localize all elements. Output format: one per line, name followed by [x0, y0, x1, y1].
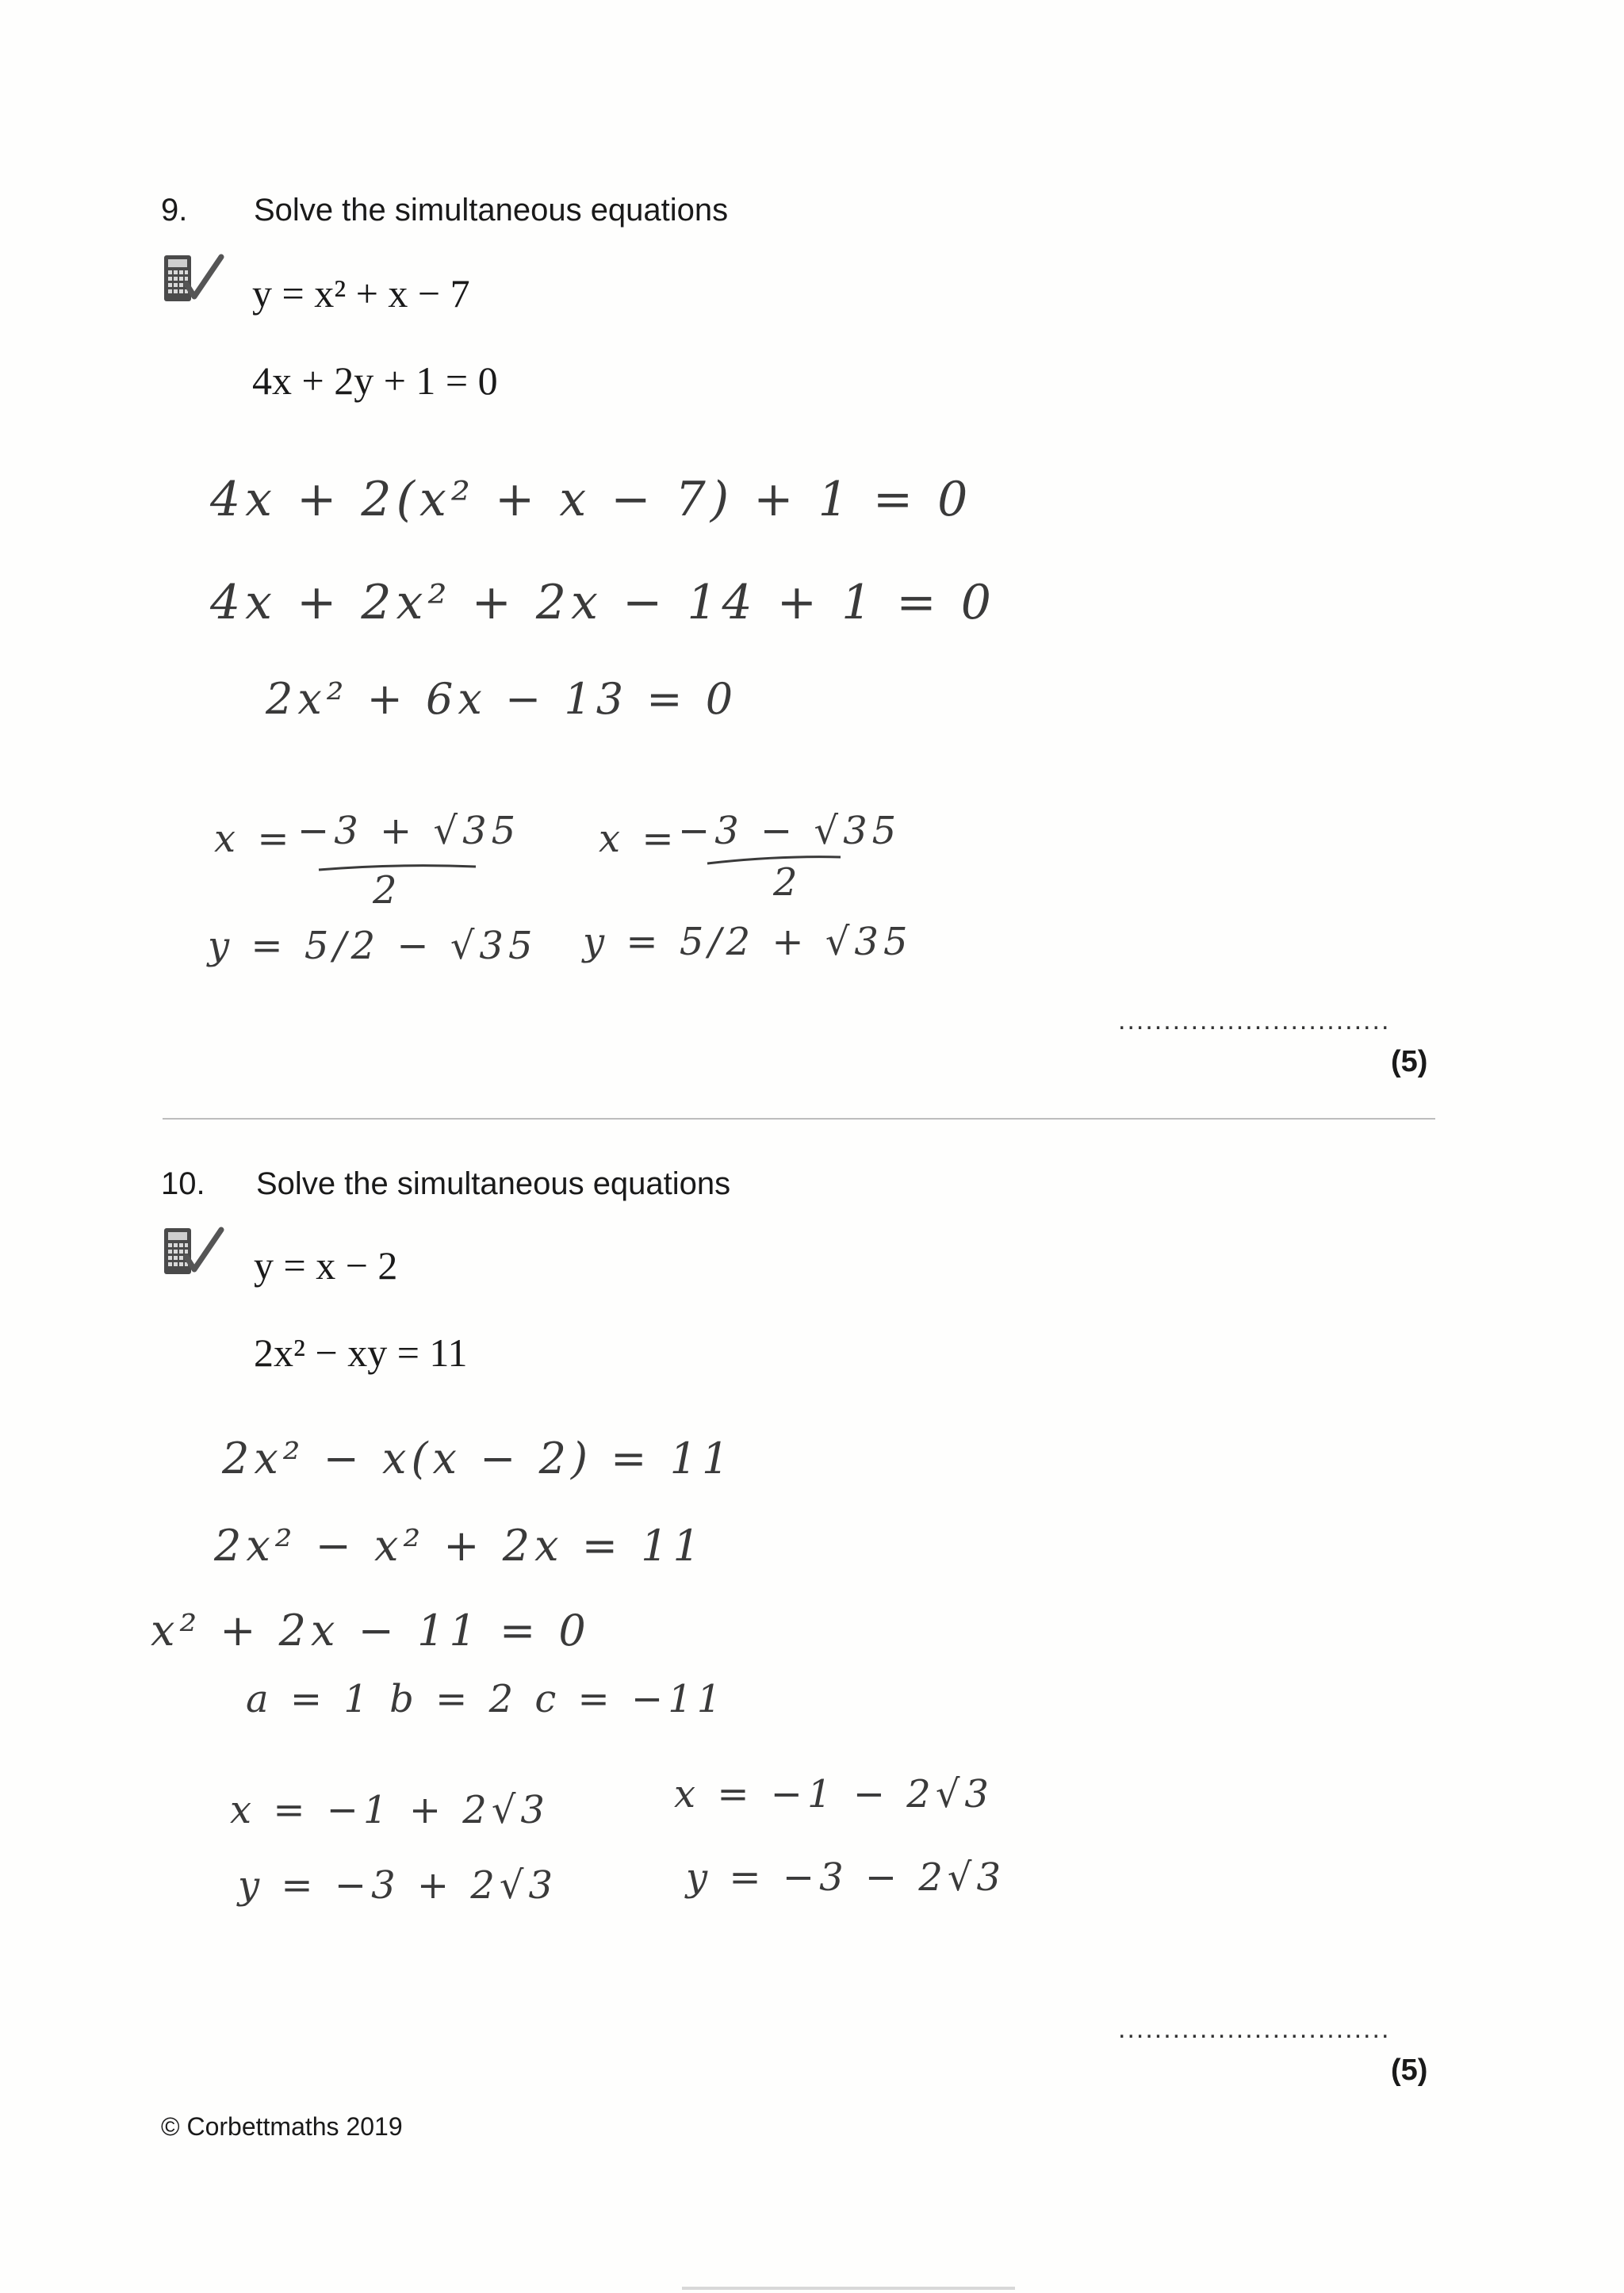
q9-equation-1: y = x² + x − 7 [252, 271, 470, 316]
q9-y2: y = 5/2 + √35 [583, 920, 913, 964]
q9-working-line-3: 2x² + 6x − 13 = 0 [266, 674, 738, 724]
q9-answer-line: .............................. [1118, 1005, 1391, 1035]
q9-x2-numerator: −3 − √35 [678, 809, 902, 853]
q10-prompt: Solve the simultaneous equations [256, 1166, 731, 1201]
q9-y1: y = 5/2 − √35 [208, 924, 538, 968]
q10-working-line-4: a = 1 b = 2 c = −11 [246, 1677, 726, 1721]
calculator-icon [163, 252, 234, 308]
q10-working-line-2: 2x² − x² + 2x = 11 [214, 1521, 705, 1571]
q9-prompt: Solve the simultaneous equations [254, 193, 729, 228]
q10-marks: (5) [1391, 2054, 1428, 2087]
q9-number: 9. [161, 193, 188, 228]
q9-x1-numerator: −3 + √35 [297, 809, 521, 853]
q9-x1-denominator: 2 [373, 868, 402, 913]
q9-x2-denominator: 2 [773, 860, 802, 905]
question-divider [163, 1118, 1435, 1120]
q10-equation-2: 2x² − xy = 11 [254, 1330, 468, 1375]
q10-working-line-1: 2x² − x(x − 2) = 11 [222, 1434, 734, 1483]
q9-x2-label: x = [599, 817, 679, 861]
q9-x1-label: x = [214, 817, 294, 861]
copyright-footer: © Corbettmaths 2019 [161, 2112, 403, 2141]
q10-y2: y = −3 − 2√3 [686, 1855, 1006, 1900]
q9-equation-2: 4x + 2y + 1 = 0 [252, 358, 498, 403]
scan-edge-mark [682, 2287, 1015, 2290]
q10-x1: x = −1 + 2√3 [230, 1788, 550, 1832]
q10-working-line-3: x² + 2x − 11 = 0 [151, 1606, 591, 1656]
q10-answer-line: .............................. [1118, 2014, 1391, 2044]
q10-equation-1: y = x − 2 [254, 1243, 398, 1288]
q10-y1: y = −3 + 2√3 [238, 1863, 558, 1908]
q10-x2: x = −1 − 2√3 [674, 1772, 994, 1816]
q9-marks: (5) [1391, 1045, 1428, 1078]
q10-number: 10. [161, 1166, 205, 1201]
calculator-icon [163, 1225, 234, 1280]
q9-working-line-2: 4x + 2x² + 2x − 14 + 1 = 0 [210, 575, 996, 630]
q9-working-line-1: 4x + 2(x² + x − 7) + 1 = 0 [210, 472, 973, 527]
